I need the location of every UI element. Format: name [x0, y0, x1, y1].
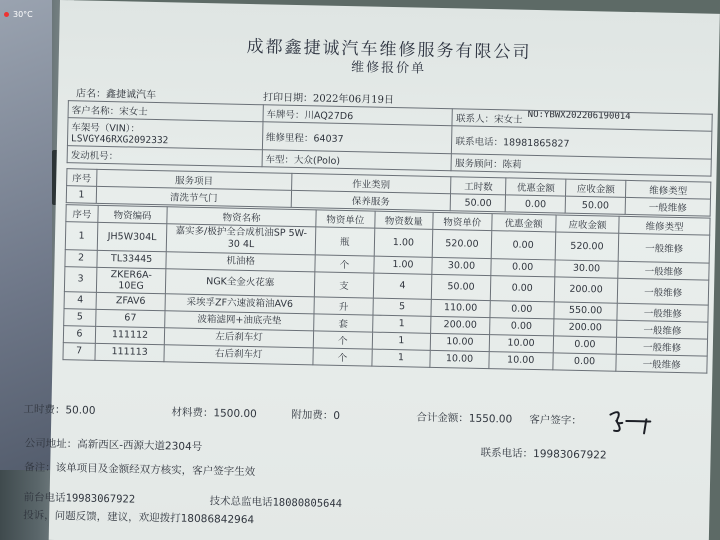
table-cell: 0.00	[552, 353, 616, 371]
table-cell: 5	[64, 308, 96, 326]
table-cell: 波箱滤网+油底壳垫	[165, 310, 314, 330]
table-cell: 10.00	[430, 333, 489, 351]
table-cell: NGK全金火花塞	[165, 268, 315, 296]
table-cell: 50.00	[432, 274, 491, 300]
header-cell: 作业类别	[291, 173, 451, 193]
table-cell: 67	[96, 309, 166, 327]
table-cell: 一般维修	[618, 278, 709, 305]
table-cell: 个	[315, 255, 374, 273]
header-cell: 物资单位	[316, 210, 375, 228]
table-cell: 右后刹车灯	[164, 344, 313, 364]
table-cell: 保养服务	[291, 190, 451, 210]
table-cell: 一般维修	[616, 354, 707, 373]
table-cell: 111113	[95, 343, 165, 361]
header-cell: 物资数量	[374, 211, 433, 229]
table-cell: 1	[372, 315, 431, 333]
document-subtitle: 维修报价单	[350, 60, 427, 77]
front-desk-phone: 前台电话19983067922	[23, 491, 136, 506]
header-cell: 物资单价	[433, 212, 492, 230]
table-cell: 4	[373, 273, 432, 299]
service-advisor: 服务顾问：陈莉	[451, 154, 711, 176]
table-cell: 520.00	[555, 232, 619, 261]
customer-signature-label: 客户签字：	[529, 413, 582, 428]
header-cell: 物资名称	[167, 207, 316, 227]
table-cell: 嘉实多/极护全合成机油SP 5W-30 4L	[166, 224, 316, 255]
phone-screen	[0, 0, 52, 470]
remark: 备注：该单项目及金额经双方核实，客户签字生效	[24, 461, 256, 479]
engine-number: 发动机号：	[67, 146, 262, 167]
table-cell: 4	[64, 291, 96, 309]
table-cell: 一般维修	[617, 303, 708, 322]
table-cell: 3	[64, 266, 96, 292]
table-cell: 550.00	[554, 302, 618, 320]
table-cell: 采埃孚ZF六速波箱油AV6	[165, 293, 314, 313]
table-cell: 200.00	[431, 316, 490, 334]
table-cell: ZKER6A-10EG	[96, 267, 166, 293]
table-cell: 瓶	[315, 227, 374, 256]
complaint-hotline: 投诉，问题反馈，建议，欢迎拨打18086842964	[23, 509, 255, 527]
table-cell: 清洗节气门	[96, 186, 291, 207]
table-cell: 一般维修	[618, 261, 709, 280]
table-cell: 50.00	[565, 196, 625, 214]
header-cell: 序号	[66, 205, 98, 223]
table-cell: 1.00	[374, 256, 433, 274]
header-cell: 优惠金额	[491, 214, 555, 232]
table-cell: 50.00	[450, 194, 505, 212]
table-cell: 0.00	[491, 231, 555, 260]
shop-name: 店名：鑫捷诚汽车	[75, 88, 157, 102]
table-cell: 一般维修	[617, 337, 708, 356]
tech-director-phone: 技术总监电话18080805644	[209, 495, 343, 511]
customer-info-table	[67, 100, 713, 176]
table-cell: 1.00	[374, 228, 433, 257]
extra-fee: 附加费：0	[291, 408, 341, 422]
contact-phone: 联系电话：18981865827	[452, 126, 712, 159]
table-cell: 111112	[95, 326, 165, 344]
parts-table	[62, 204, 710, 373]
table-cell: 0.00	[505, 195, 565, 213]
table-cell: 0.00	[553, 336, 617, 354]
table-cell: 2	[65, 249, 97, 267]
header-cell: 应收金额	[566, 179, 626, 197]
table-cell: ZFAV6	[96, 292, 166, 310]
customer-signature-mark	[606, 407, 657, 438]
header-cell: 服务项目	[97, 169, 292, 190]
table-cell: 个	[313, 348, 372, 366]
plate-number: 车牌号：川AQ27D6	[263, 105, 453, 126]
table-cell: 0.00	[490, 275, 554, 301]
table-cell: 套	[314, 314, 373, 332]
header-cell: 物资编码	[98, 205, 168, 223]
header-cell: 维修类型	[619, 216, 710, 235]
table-cell: 5	[373, 298, 432, 316]
table-cell: 升	[314, 297, 373, 315]
total-amount: 合计金额：1550.00	[416, 411, 513, 426]
table-cell: 200.00	[553, 319, 617, 337]
table-cell: 支	[314, 272, 373, 298]
table-cell: 110.00	[431, 299, 490, 317]
document-number: NO:YBWX202206190014	[527, 109, 631, 122]
table-cell: 1	[372, 332, 431, 350]
table-cell: 6	[63, 325, 95, 343]
table-cell: 一般维修	[625, 197, 710, 216]
material-fee: 材料费：1500.00	[171, 406, 257, 421]
phone-status-text: 30°C	[13, 10, 33, 19]
table-cell: 1	[66, 186, 96, 204]
phone-status-bar	[4, 10, 33, 19]
table-cell: JH5W304L	[97, 222, 167, 251]
table-cell: 个	[313, 331, 372, 349]
print-date: 打印日期：2022年06月19日	[262, 92, 394, 107]
table-cell: 520.00	[432, 229, 491, 258]
table-cell: 10.00	[489, 334, 553, 352]
table-cell: 一般维修	[619, 233, 710, 263]
mileage: 维修里程：64037	[262, 122, 452, 154]
vin-label: 车架号（VIN）：	[71, 122, 141, 135]
table-cell: 7	[63, 342, 95, 360]
table-cell: 30.00	[432, 257, 491, 275]
table-cell: 一般维修	[617, 320, 708, 339]
table-cell: 机油格	[166, 251, 315, 271]
company-address: 公司地址：高新西区-西源大道2304号	[24, 437, 203, 454]
header-cell: 应收金额	[555, 215, 619, 233]
company-title: 成都鑫捷诚汽车维修服务有限公司	[246, 36, 532, 63]
table-cell: 10.00	[489, 351, 553, 369]
table-cell: 左后刹车灯	[164, 327, 313, 347]
labor-fee: 工时费：50.00	[23, 403, 96, 417]
customer-name: 客户名称：宋女士	[68, 101, 263, 122]
table-cell: 1	[65, 222, 97, 250]
notification-dot-icon	[4, 12, 9, 17]
company-phone: 联系电话：19983067922	[480, 446, 607, 462]
table-cell: 0.00	[490, 300, 554, 318]
table-cell: 30.00	[554, 260, 618, 278]
table-cell: 200.00	[554, 277, 618, 303]
table-cell: 0.00	[491, 258, 555, 276]
contact-person: 联系人：宋女士	[452, 109, 712, 131]
table-cell: 10.00	[430, 350, 489, 368]
car-model: 车型：大众(Polo)	[262, 150, 452, 171]
table-cell: TL33445	[97, 250, 167, 268]
header-cell: 优惠金额	[506, 178, 566, 196]
table-cell: 0.00	[489, 317, 553, 335]
table-cell: 1	[372, 349, 431, 367]
vin-cell	[67, 118, 262, 150]
vin-value: LSVGY46RXG2092332	[70, 133, 169, 147]
header-cell: 工时数	[451, 177, 506, 195]
header-cell: 维修类型	[626, 180, 711, 199]
header-cell: 序号	[67, 169, 97, 187]
